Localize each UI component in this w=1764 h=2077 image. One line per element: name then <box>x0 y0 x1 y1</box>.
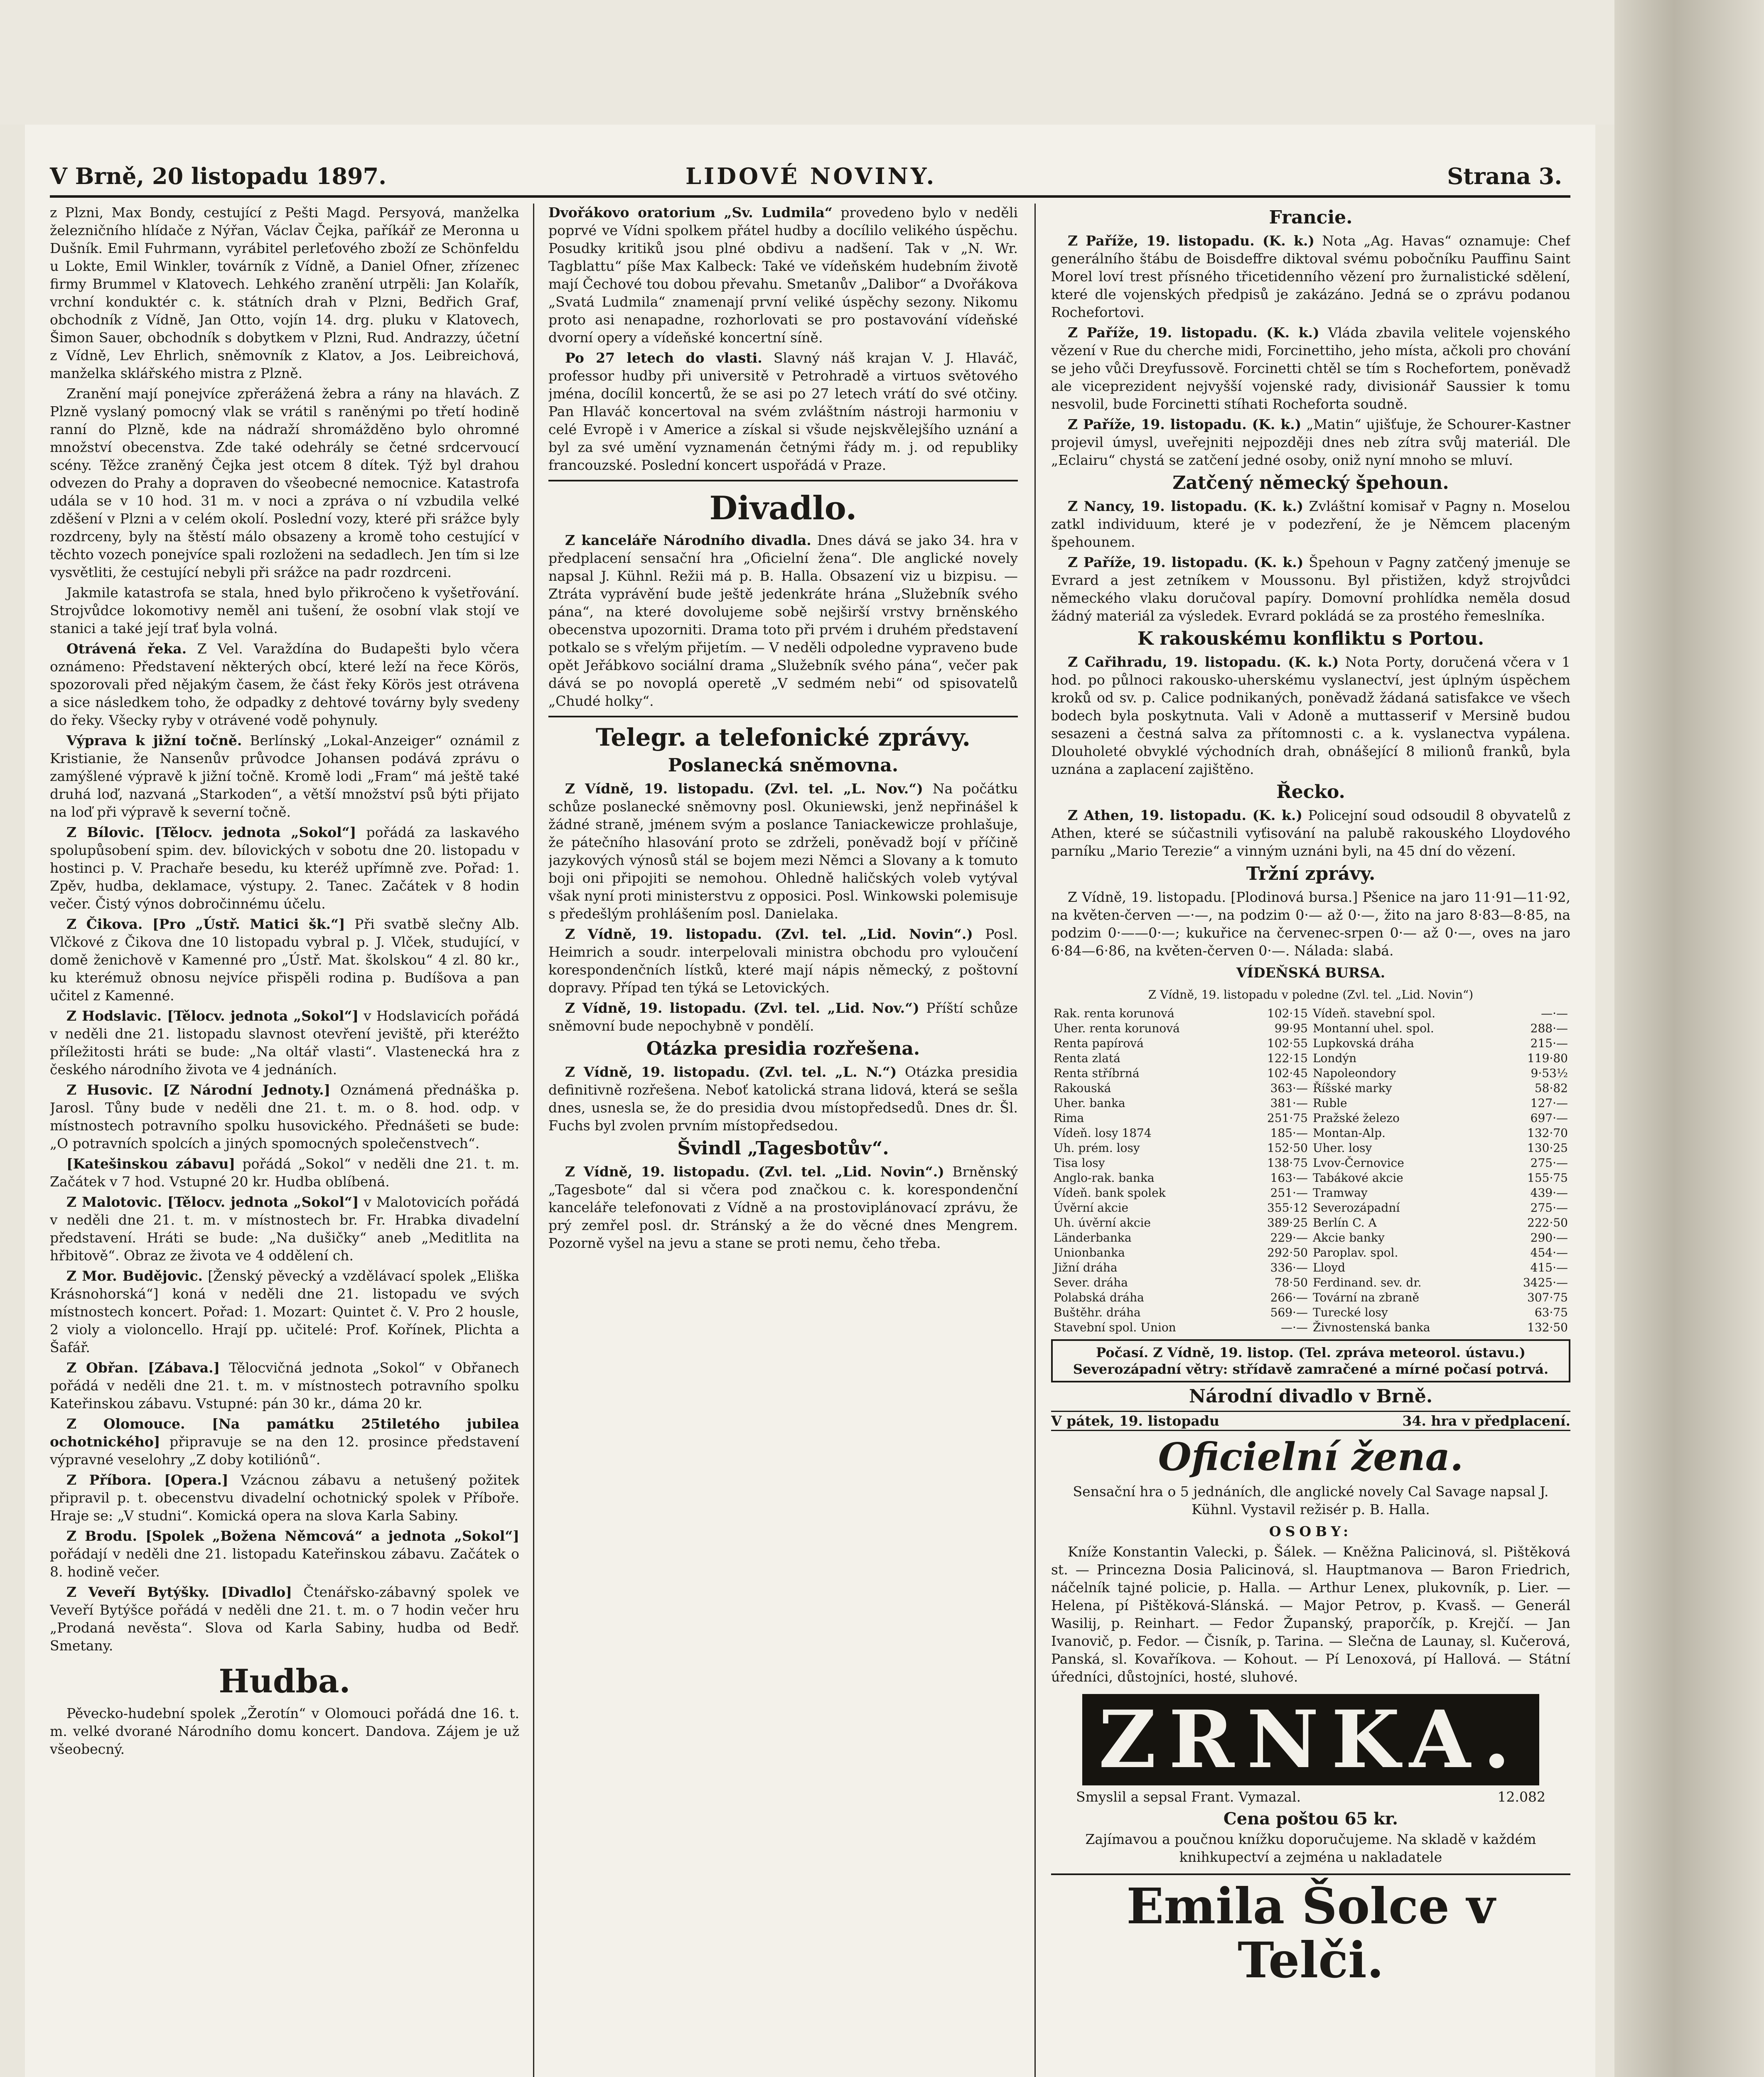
theatre-description: Sensační hra o 5 jednáních, dle anglické novely Cal Savage napsal J. Kühnl. Vystavil režisér p. B. Halla. <box>1073 1483 1549 1517</box>
telegram-dateline: Z Paříže, 19. listopadu. (K. k.) <box>1068 554 1304 570</box>
event-text: [Ženský pěvecký a vzdělávací spolek „Eliška Krásnohorská“] koná v neděli dne 21. listopadu ve svých místnostech koncert. Pořad: 1. Mozart: Quintet č. V. Pro 2 housle, 2 violy a violoncello. Hrají pp. učitelé: Prof. Kořínek, Plichta a Šafář. <box>50 1268 519 1355</box>
subheading-trzni: Tržní zprávy. <box>1246 863 1376 884</box>
event-headline: Z Veveří Bytýšky. [Divadlo] <box>66 1584 292 1600</box>
news-item <box>50 640 519 729</box>
security-price: 439·— <box>1530 1186 1568 1200</box>
telegram-dateline: Z Vídně, 19. listopadu. (Zvl. tel. „L. Nov.“) <box>565 781 923 797</box>
theatre-play-title: Oficielní žena. <box>1158 1434 1464 1479</box>
bursa-row <box>1051 1260 1570 1275</box>
security-price: 99·95 <box>1274 1021 1308 1035</box>
telegram-item <box>548 780 1018 923</box>
bursa-row <box>1051 1021 1570 1036</box>
masthead-title: LIDOVÉ NOVINY. <box>685 163 937 189</box>
security-price: 127·— <box>1530 1096 1568 1110</box>
telegram-text: Nota Porty, doručená včera v 1 hod. po půlnoci rakousko-uherskému vyslanectví, jest úplným úspěchem kroků od sv. p. Calice podnikaných, poněvadž žádaná satisfakce ve všech bodech byla poskytnuta. Vali v Adoně a muttasserif v Mersině budou sesazeni a čestná salva za přítomnosti c. a k. vyslanectva vypálena. Dlouholeté obvyklé východních drah, obnášející 8 milionů franků, byla uznána a zaplacení zajištěno. <box>1051 654 1570 777</box>
telegram-text: Na počátku schůze poslanecké sněmovny posl. Okuniewski, jenž nepřinášel k žádné straně, jménem svým a poslance Taniackewicze prohlašuje, že pátečního hlasování proto se zdrželi, poněvadž bojí v příčině jazykových výnosů stál se bojem mezi Němci a Slovany a k tomuto boji oni připojiti se nemohou. Ohledně haličských voleb vytýval však nyní proti ministerstvu z opposici. Posl. Winkowski polemisuje s předešlým prohlášením posl. Danielaka. <box>548 781 1018 922</box>
news-headline: Dvořákovo oratorium „Sv. Ludmila“ <box>548 204 833 221</box>
telegram-item <box>1051 324 1570 413</box>
security-name: Úvěrní akcie <box>1054 1201 1129 1215</box>
event-headline: [Katešinskou zábavu] <box>66 1156 236 1172</box>
bursa-row <box>1051 1290 1570 1305</box>
subheading-poslanecka: Poslanecká sněmovna. <box>668 755 899 776</box>
advert-code: 12.082 <box>1497 1789 1545 1805</box>
security-name: Uher. renta korunová <box>1054 1021 1180 1035</box>
publisher-name: Emila Šolce v Telči. <box>1051 1873 1570 1987</box>
security-name: Uher. losy <box>1312 1141 1372 1155</box>
bursa-row <box>1051 1215 1570 1230</box>
security-price: 251·— <box>1270 1186 1308 1200</box>
event-item <box>50 1415 519 1468</box>
column-3 <box>1051 204 1570 2077</box>
security-name: Uh. úvěrní akcie <box>1054 1216 1151 1230</box>
security-price: 454·— <box>1530 1246 1568 1259</box>
bursa-row <box>1051 1186 1570 1201</box>
security-name: Paroplav. spol. <box>1312 1246 1398 1259</box>
bursa-row <box>1051 1171 1570 1186</box>
security-name: Montanní uhel. spol. <box>1312 1021 1434 1035</box>
scan-top-strip <box>0 0 1764 125</box>
security-name: Ruble <box>1312 1096 1347 1110</box>
security-price: 155·75 <box>1527 1171 1568 1185</box>
event-text: Vzácnou zábavu a netušený požitek připravil p. t. obecenstvu divadelní ochotnický spolek v Příboře. Hraje se: „V studni“. Komická opera na slova Karla Sabiny. <box>50 1472 519 1524</box>
telegram-dateline: Z Nancy, 19. listopadu. (K. k.) <box>1068 498 1304 514</box>
event-text: připravuje se na den 12. prosince představení výpravné veselohry „Z doby kotiliónů“. <box>50 1434 519 1468</box>
article-paragraph: Pěvecko-hudební spolek „Žerotín“ v Olomouci pořádá dne 16. t. m. velké dvorané Národního domu koncert. Dandova. Zájem je už všeobecný. <box>50 1705 519 1757</box>
bursa-row <box>1051 1245 1570 1260</box>
column-2 <box>548 204 1018 2077</box>
security-price: 215·— <box>1530 1036 1568 1050</box>
security-price: 185·— <box>1270 1126 1308 1140</box>
subheading-konflikt: K rakouskému konfliktu s Portou. <box>1137 628 1484 649</box>
event-item <box>50 1527 519 1581</box>
weather-box: Počasí. Z Vídně, 19. listop. (Tel. zpráva meteorol. ústavu.) Severozápadní větry: střídavě zamračené a mírné počasí potrvá. <box>1051 1339 1570 1382</box>
zrnka-advert-title: ZRNKA. <box>1082 1694 1539 1785</box>
security-name: Buštěhr. dráha <box>1054 1306 1141 1319</box>
telegram-item <box>548 1163 1018 1252</box>
security-price: 152·50 <box>1267 1141 1308 1155</box>
event-headline: Z Příbora. [Opera.] <box>66 1472 228 1488</box>
event-headline: Z Mor. Budějovic. <box>66 1268 203 1284</box>
subheading-recko: Řecko. <box>1276 781 1345 803</box>
security-price: 63·75 <box>1534 1306 1568 1319</box>
security-name: Rima <box>1054 1111 1084 1125</box>
security-name: Napoleondory <box>1312 1066 1396 1080</box>
news-text: Dnes dává se jako 34. hra v předplacení sensační hra „Oficielní žena“. Dle anglické novely napsal J. Kühnl. Režii má p. B. Halla. Obsazení viz u bizpisu. — Ztráta vyprávění bude ještě jedenkráte hrána „Služebník svého pána“, na které dovolujeme sobě nejširší vrstvy brněnského obecenstva upozorniti. Drama toto při prvém i druhém představení potkalo se s vřelým přijetím. — V neděli odpoledne vypraveno bude opět Jeřábkovo sociální drama „Služebník svého pána“, večer pak dává se po novoplá operetě „V sedmém nebi“ od spisovatelů „Chudé holky“. <box>548 532 1018 709</box>
event-headline: Z Bílovic. [Tělocv. jednota „Sokol“] <box>66 824 356 840</box>
bursa-row <box>1051 1320 1570 1335</box>
telegram-item <box>1051 653 1570 778</box>
theatre-heading: Národní divadlo v Brně. <box>1189 1386 1433 1407</box>
security-name: Anglo-rak. banka <box>1054 1171 1155 1185</box>
event-headline: Z Olomouce. [Na památku 25tiletého jubilea ochotnického] <box>50 1416 519 1450</box>
column-rule <box>1034 204 1036 2077</box>
telegram-text: Vláda zbavila velitele vojenského vězení v Rue du cherche midi, Forcinettiho, jeho místa, ačkoli pro chování se jeho vůči Dreyfussově. Forcinetti chtěl se tím s Rochefortem, poněvadž ale viceprezident nejvyšší vojenské rady, divisionář Saussier k tomu nesvolil, bude Forcinetti stíhati Rocheforta soudně. <box>1051 324 1570 412</box>
divider <box>548 480 1018 481</box>
security-name: Pražské železo <box>1312 1111 1400 1125</box>
event-text: Oznámená přednáška p. Jarosl. Tůny bude v neděli dne 21. t. m. o 8. hod. odp. v místnostech potravního spolku husovického. Přednášeti se bude: „O potravních spolcích a jiných spomocných společenstvech“. <box>50 1082 519 1151</box>
security-name: Tisa losy <box>1054 1156 1105 1170</box>
telegram-item <box>1051 553 1570 625</box>
security-price: 163·— <box>1270 1171 1308 1185</box>
event-item <box>50 1155 519 1191</box>
security-name: Říšské marky <box>1312 1081 1392 1095</box>
event-item <box>50 1359 519 1412</box>
security-price: 415·— <box>1530 1261 1568 1274</box>
security-name: Uh. prém. losy <box>1054 1141 1140 1155</box>
security-price: 119·80 <box>1527 1051 1568 1065</box>
security-price: 381·— <box>1270 1096 1308 1110</box>
telegram-dateline: Z Paříže, 19. listopadu. (K. k.) <box>1068 233 1314 249</box>
security-price: 130·25 <box>1527 1141 1568 1155</box>
security-name: Renta stříbrná <box>1054 1066 1140 1080</box>
news-text: Slavný náš krajan V. J. Hlaváč, professor hudby při universitě v Petrohradě a virtuos světového jména, docílil koncertů, že se asi po 27 letech vrátí do své otčiny. Pan Hlaváč koncertoval na svém zvláštním nástroji harmoniu v celé Evropě i v Americe a získal si všude nejskvělejšího uznání a byl za své umění vyznamenán četnými řády m. j. od republiky francouzské. Poslední koncert uspořádá v Praze. <box>548 350 1018 473</box>
telegram-text: Příští schůze sněmovní bude nepochybně v pondělí. <box>548 1000 1018 1034</box>
bursa-row <box>1051 1006 1570 1021</box>
security-name: Renta zlatá <box>1054 1051 1120 1065</box>
security-name: Sever. dráha <box>1054 1276 1128 1289</box>
telegram-text: Nota „Ag. Havas“ oznamuje: Chef generálního štábu de Boisdeffre diktoval svému pobočníku Pauffinu Saint Morel loví trest přísného třicetidenního vězení pro žurnalistické sdělení, které dle vojenských předpisů je zakázáno. Jedná se o zprávu podanou Rochefortovi. <box>1051 233 1570 320</box>
security-price: 389·25 <box>1267 1216 1308 1230</box>
security-name: Londýn <box>1312 1051 1357 1065</box>
event-headline: Z Malotovic. [Tělocv. jednota „Sokol“] <box>66 1194 359 1210</box>
telegram-item <box>1051 806 1570 860</box>
column-1 <box>50 204 519 2077</box>
subheading-svindl: Švindl „Tagesbotův“. <box>677 1138 889 1159</box>
subheading-spehoun: Zatčený německý špehoun. <box>1172 472 1449 493</box>
event-headline: Z Hodslavic. [Tělocv. jednota „Sokol“] <box>66 1008 359 1024</box>
security-price: 102·15 <box>1267 1007 1308 1020</box>
bursa-row <box>1051 1081 1570 1096</box>
advert-author-row <box>1051 1788 1570 1806</box>
bursa-row <box>1051 1126 1570 1141</box>
telegram-dateline: Z Athen, 19. listopadu. (K. k.) <box>1068 807 1302 823</box>
article-paragraph: Zranění mají ponejvíce zpřerážená žebra a rány na hlavách. Z Plzně vyslaný pomocný vlak se vrátil s raněnými po třetí hodině ranní do Plzně, kde na nádraží shromážděno bylo ohromné množství obecenstva. Zde také odehrály se četné srdcervoucí scény. Těžce zraněný Čejka jest otcem 8 dítek. Týž byl drahou odvezen do Prahy a dopraven do všeobecné nemocnice. Katastrofa udála se v 10 hod. 31 m. v noci a zpráva o ní vzbudila velké zděšení v Plzni a v celém okolí. Poslední vozy, které při srážce byly rozdrceny, byly na štěstí málo obsazeny a kromě toho cestující v těchto vozech ponejvíce spali rozloženi na sedadlech. Jen tím si lze vysvětliti, že cestující nebyli při srážce na padr rozdrceni. <box>50 385 519 580</box>
security-price: 355·12 <box>1267 1201 1308 1215</box>
telegram-dateline: Z Cařihradu, 19. listopadu. (K. k.) <box>1068 654 1339 670</box>
news-text: provedeno bylo v neděli poprvé ve Vídni spolkem přátel hudby a docílilo velikého úspěchu. Posudky kritiků jsou plné obdivu a nadšení. Tak v „N. Wr. Tagblattu“ píše Max Kalbeck: Také ve vídeňském hudebním životě mají Čechové tou dobou převahu. Smetanův „Dalibor“ a Dvořákova „Svatá Ludmila“ znamenají první veliké úspěchy sezony. Nikomu proto asi nenapadne, rozhorlovati se pro postavování vídeňské dvorní opery a vídeňské koncertní síně. <box>548 204 1018 346</box>
event-text: pořádají v neděli dne 21. listopadu Kateřinskou zábavu. Začátek o 8. hodině večer. <box>50 1546 519 1580</box>
section-heading-divadlo: Divadlo. <box>709 489 857 527</box>
security-price: 222·50 <box>1527 1216 1568 1230</box>
bursa-row <box>1051 1201 1570 1215</box>
security-name: Unionbanka <box>1054 1246 1125 1259</box>
security-name: Akcie banky <box>1312 1231 1385 1245</box>
security-price: 132·70 <box>1527 1126 1568 1140</box>
theatre-season: 34. hra v předplacení. <box>1402 1413 1570 1429</box>
security-price: 9·53½ <box>1531 1066 1568 1080</box>
security-name: Rakouská <box>1054 1081 1111 1095</box>
page-header <box>50 158 1570 198</box>
security-price: 266·— <box>1270 1291 1308 1304</box>
telegram-text: Špehoun v Pagny zatčený jmenuje se Evrard a jest zetníkem v Moussonu. Byl přistižen, když strojvůdci německého vlaku doručoval papíry. Domovní prohlídka neměla dosud žádný materiál za výsledek. Evrard pokládá se za prostého řemeslníka. <box>1051 554 1570 624</box>
security-name: Turecké losy <box>1312 1306 1388 1319</box>
telegram-item <box>548 999 1018 1035</box>
event-headline: Z Brodu. [Spolek „Božena Němcová“ a jednota „Sokol“] <box>66 1528 519 1544</box>
news-item <box>50 732 519 821</box>
header-date: V Brně, 20 listopadu 1897. <box>50 163 386 189</box>
cast-list: Kníže Konstantin Valecki, p. Šálek. — Kněžna Palicinová, sl. Pištěková st. — Princezna Dosia Palicinová, sl. Hauptmanova — Baron Friedrich, náčelník tajné policie, p. Halla. — Arthur Lenex, plukovník, p. Lier. — Helena, pí Pištěková-Slánská. — Major Petrov, p. Kvasš. — Generál Wasilij, p. Reinhart. — Fedor Županský, praporčík, p. Krejčí. — Jan Ivanovič, p. Fedor. — Čisník, p. Tarina. — Slečna de Launay, sl. Kučerová, Panská, sl. Kovaříkova. — Kohout. — Pí Lenoxová, pí Hallová. — Státní úředníci, důstojníci, hosté, sluhové. <box>1051 1544 1570 1685</box>
security-name: Rak. renta korunová <box>1054 1007 1174 1020</box>
security-name: Uher. banka <box>1054 1096 1125 1110</box>
theatre-date: V pátek, 19. listopadu <box>1051 1413 1219 1429</box>
event-text: pořádá za laskavého spolupůsobení spim. dev. bílovických v sobotu dne 20. listopadu v hostinci p. V. Prachaře besedu, ku kteréž upřímně zve. Pořad: 1. Zpěv, hudba, deklamace, výstupy. 2. Tanec. Začátek v 8 hodin večer. Čistý výnos dobročinnému účelu. <box>50 824 519 912</box>
security-price: 288·— <box>1530 1021 1568 1035</box>
security-name: Lvov-Černovice <box>1312 1156 1404 1170</box>
security-price: 102·45 <box>1267 1066 1308 1080</box>
telegram-item <box>1051 497 1570 551</box>
event-item <box>50 1471 519 1525</box>
news-text: Berlínský „Lokal-Anzeiger“ oznámil z Kristianie, že Nansenův průvodce Johansen podává zprávu o zamýšlené výpravě k jižní točně. Kromě lodi „Fram“ má ještě také druhá loď, nazvaná „Starkoden“, a větší množství psů býti přijato na loď při výpravě k severní točně. <box>50 732 519 820</box>
security-price: —·— <box>1281 1321 1308 1334</box>
event-item <box>50 1193 519 1264</box>
subheading-otazka: Otázka presidia rozřešena. <box>646 1038 920 1059</box>
bursa-row <box>1051 1051 1570 1066</box>
security-price: 307·75 <box>1527 1291 1568 1304</box>
security-price: 102·55 <box>1267 1036 1308 1050</box>
bursa-row <box>1051 1096 1570 1111</box>
event-text: v Hodslavicích pořádá v neděli dne 21. listopadu slavnost otevření jeviště, při kteréžto příležitosti hráti se bude: „Na oltář vlasti“. Vlastenecká hra z českého národního života ve 4 jednáních. <box>50 1008 519 1078</box>
bursa-title: VÍDEŇSKÁ BURSA. <box>1236 965 1386 981</box>
security-name: Severozápadní <box>1312 1201 1400 1215</box>
event-item <box>50 1081 519 1152</box>
subheading-francie: Francie. <box>1269 207 1353 228</box>
event-text: Tělocvičná jednota „Sokol“ v Obřanech pořádá v neděli dne 21. t. m. v místnostech potravního spolku Kateřinskou zábavu. Vstupné: pán 30 kr., dáma 20 kr. <box>50 1360 519 1412</box>
bursa-row <box>1051 1141 1570 1156</box>
divider <box>548 716 1018 717</box>
bursa-row <box>1051 1305 1570 1320</box>
bursa-table <box>1051 1006 1570 1335</box>
telegram-dateline: Z Vídně, 19. listopadu. (Zvl. tel. „Lid. Nov.“) <box>565 1000 919 1016</box>
article-paragraph: z Plzni, Max Bondy, cestující z Pešti Magd. Persyová, manželka železničního hlídače z Nýřan, Václav Čejka, paříkář ze Meronna u Dušník. Emil Fuhrmann, vyrábitel perleťového zboží ze Schönfeldu u Lokte, Emil Winkler, továrník z Vídně, a Daniel Ofner, zřízenec firmy Brummel v Klatovech. Lehkého zranění utrpěli: Jan Kolařík, vrchní konduktér c. k. státních drah v Plzni, Bedřich Graf, obchodník z Vídně, Jan Otto, vojín 14. drg. pluku v Klatovech, Šimon Sauer, obchodník s dobytkem v Plzni, Rud. Andrazzy, účetní z Vídně, Lev Ehrlich, sněmovník z Klatov, a Jos. Leibreichová, manželka sklářského mistra z Plzně. <box>50 204 519 381</box>
news-text: Z Vel. Varaždína do Budapešti bylo včera oznámeno: Představení některých obcí, které leží na řece Körös, spozorovali před nějakým časem, že část řeky Körös jest otrávena a sice následkem toho, že odpadky z dehtové továrny byly svedeny do řeky. Všecky ryby v otrávené vodě pohynuly. <box>50 641 519 728</box>
telegram-text: Otázka presidia definitivně rozřešena. Neboť katolická strana lidová, která se sešla dnes, usnesla se, že do presidia dvou místopředsedů. Dnes dr. Šl. Fuchs byl zvolen prvním místopředsedou. <box>548 1064 1018 1134</box>
telegram-item <box>548 1063 1018 1134</box>
security-price: 138·75 <box>1267 1156 1308 1170</box>
article-paragraph: Jakmile katastrofa se stala, hned bylo přikročeno k vyšetřování. Strojvůdce lokomotivy neměl ani tušení, že osobní vlak stojí ve stanici a také její trať byla volná. <box>50 584 519 636</box>
bursa-row <box>1051 1066 1570 1081</box>
section-heading-hudba: Hudba. <box>219 1662 351 1700</box>
security-name: Vídeň. losy 1874 <box>1054 1126 1152 1140</box>
telegram-text: Zvláštní komisař v Pagny n. Moselou zatkl individuum, které je v podezření, že je Němcem placeným špehounem. <box>1051 498 1570 550</box>
advert-note: Zajímavou a poučnou knížku doporučujeme. Na skladě v každém knihkupectví a zejména u nakladatele <box>1085 1831 1536 1865</box>
event-item <box>50 915 519 1004</box>
security-price: 251·75 <box>1267 1111 1308 1125</box>
security-name: Länderbanka <box>1054 1231 1132 1245</box>
security-price: 363·— <box>1270 1081 1308 1095</box>
news-item <box>548 204 1018 346</box>
security-name: Montan-Alp. <box>1312 1126 1386 1140</box>
market-report: Z Vídně, 19. listopadu. [Plodinová bursa.] Pšenice na jaro 11·91—11·92, na květen-červen —·—, na podzim 0·— až 0·—, žito na jaro 8·83—8·85, na podzim 0·——0·—; kukuřice na červenec-srpen 0·— až 0·—, oves na jaro 6·84—6·86, na květen-červen 0·—. Náladа: slabá. <box>1051 889 1570 959</box>
section-heading-telegr: Telegr. a telefonické zprávy. <box>596 723 970 751</box>
security-price: 3425·— <box>1523 1276 1568 1289</box>
event-item <box>50 823 519 913</box>
news-headline: Z kanceláře Národního divadla. <box>565 532 811 548</box>
page-number: Strana 3. <box>1447 163 1562 189</box>
security-name: Stavební spol. Union <box>1054 1321 1176 1334</box>
bursa-subtitle: Z Vídně, 19. listopadu v poledne (Zvl. tel. „Lid. Novin“) <box>1148 988 1474 1002</box>
security-name: Jižní dráha <box>1054 1261 1118 1274</box>
security-name: Berlín C. A <box>1312 1216 1377 1230</box>
event-headline: Z Obřan. [Zábava.] <box>66 1360 220 1376</box>
telegram-item <box>1051 232 1570 321</box>
telegram-dateline: Z Vídně, 19. listopadu. (Zvl. tel. „L. N.“) <box>565 1064 897 1080</box>
event-text: Při svatbě slečny Alb. Vlčkové z Čikova dne 10 listopadu vybral p. J. Vlček, studující, v domě ženichově v Kamenné pro „Ústř. Mat. školskou“ 4 zl. 80 kr., ku kterémuž obnosu nejvíce přispěli rodina p. Budíšova a pan učitel z Kamenné. <box>50 916 519 1004</box>
security-price: 290·— <box>1530 1231 1568 1245</box>
bursa-row <box>1051 1275 1570 1290</box>
security-price: 697·— <box>1530 1111 1568 1125</box>
telegram-text: Policejní soud odsoudil 8 obyvatelů z Athen, které se súčastnili vyťisování na palubě rakouského Lloydového parníku „Mario Terezie“ a vinným uznáni byli, na 45 dní do vězení. <box>1051 807 1570 859</box>
telegram-dateline: Z Vídně, 19. listopadu. (Zvl. tel. „Lid. Novin“.) <box>565 1164 944 1180</box>
bursa-row <box>1051 1230 1570 1245</box>
column-rule <box>533 204 534 2077</box>
security-price: 275·— <box>1530 1156 1568 1170</box>
security-price: 58·82 <box>1534 1081 1568 1095</box>
news-item <box>548 531 1018 710</box>
security-price: 78·50 <box>1274 1276 1308 1289</box>
security-price: 275·— <box>1530 1201 1568 1215</box>
security-name: Renta papírová <box>1054 1036 1144 1050</box>
security-name: Tabákové akcie <box>1312 1171 1403 1185</box>
telegram-item <box>1051 415 1570 469</box>
telegram-text: Posl. Heimrich a soudr. interpelovali ministra obchodu pro vyloučení korespondenčních lístků, které mají nápis německý, z poštovní dopravy. Případ ten týká se Letovických. <box>548 926 1018 996</box>
bursa-row <box>1051 1111 1570 1126</box>
security-name: Lupkovská dráha <box>1312 1036 1414 1050</box>
event-item <box>50 1583 519 1655</box>
news-headline: Otrávená řeka. <box>66 641 187 657</box>
cast-heading: OSOBY: <box>1269 1523 1353 1539</box>
telegram-item <box>548 925 1018 997</box>
event-item <box>50 1267 519 1356</box>
theatre-date-row <box>1051 1411 1570 1431</box>
security-name: Tramway <box>1312 1186 1368 1200</box>
event-text: v Malotovicích pořádá v neděli dne 21. t. m. v místnostech br. Fr. Hrabka divadelní představení. Hráti se bude: „Na dušičky“ aneb „Meditlita na hřbitově“. Obraz ze života ve 4 oddělení ch. <box>50 1194 519 1264</box>
news-headline: Po 27 letech do vlasti. <box>565 350 762 366</box>
telegram-dateline: Z Paříže, 19. listopadu. (K. k.) <box>1068 324 1319 341</box>
security-price: 336·— <box>1270 1261 1308 1274</box>
bursa-row <box>1051 1156 1570 1171</box>
security-name: Vídeň. stavební spol. <box>1312 1007 1435 1020</box>
page-edge-shadow <box>1614 0 1764 2077</box>
telegram-text: Brněnský „Tagesbote“ dal si včera pod značkou c. k. korespondenční kanceláře telefonovati z Vídně a na prostoviplánovací zprávu, že prý zemřel posl. dr. Stránský a že do věcné dnes Mengrem. Pozorně vyšel na jevu a stane se proti nemu, čeho třeba. <box>548 1164 1018 1251</box>
event-text: Čtenářsko-zábavný spolek ve Veveří Bytýšce pořádá v neděli dne 21. t. m. o 7 hodin večer hru „Prodaná nevěsta“. Slova od Karla Sabiny, hudba od Bedř. Smetany. <box>50 1584 519 1654</box>
bursa-row <box>1051 1036 1570 1051</box>
security-name: Lloyd <box>1312 1261 1346 1274</box>
security-price: —·— <box>1541 1007 1568 1020</box>
event-text: pořádá „Sokol“ v neděli dne 21. t. m. Začátek v 7 hod. Vstupné 20 kr. Hudba oblíbená. <box>50 1156 519 1190</box>
telegram-dateline: Z Paříže, 19. listopadu. (K. k.) <box>1068 416 1302 432</box>
security-name: Ferdinand. sev. dr. <box>1312 1276 1422 1289</box>
security-price: 569·— <box>1270 1306 1308 1319</box>
security-name: Polabská dráha <box>1054 1291 1144 1304</box>
security-price: 292·50 <box>1267 1246 1308 1259</box>
security-price: 122·15 <box>1267 1051 1308 1065</box>
telegram-text: „Matin“ ujišťuje, že Schourer-Kastner projevil úmysl, uveřejniti nejpozději dnes neb zítra svůj materiál. Dle „Eclairu“ chystá se zatčení jedné osoby, oniž nyní mnoho se mluví. <box>1051 416 1570 468</box>
event-headline: Z Husovic. [Z Národní Jednoty.] <box>66 1082 331 1098</box>
security-price: 132·50 <box>1527 1321 1568 1334</box>
event-item <box>50 1007 519 1078</box>
advert-price: Cena poštou 65 kr. <box>1223 1809 1398 1829</box>
news-headline: Výprava k jižní točně. <box>66 732 242 749</box>
security-name: Vídeň. bank spolek <box>1054 1186 1166 1200</box>
event-headline: Z Čikova. [Pro „Ústř. Matici šk.“] <box>66 916 345 932</box>
security-name: Živnostenská banka <box>1312 1321 1430 1334</box>
security-name: Tovární na zbraně <box>1312 1291 1420 1304</box>
advert-author: Smyslil a sepsal Frant. Vymazal. <box>1076 1789 1301 1805</box>
news-item <box>548 349 1018 474</box>
telegram-dateline: Z Vídně, 19. listopadu. (Zvl. tel. „Lid. Novin“.) <box>565 926 973 942</box>
security-price: 229·— <box>1270 1231 1308 1245</box>
